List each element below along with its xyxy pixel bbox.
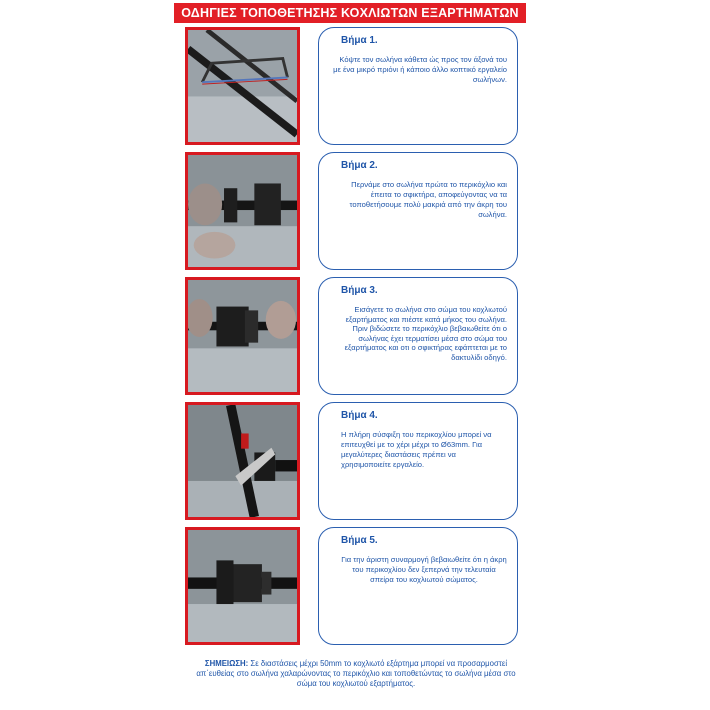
step-1-label: Βήμα 1. [341, 35, 378, 46]
step-3-photo [185, 277, 300, 395]
step-2-text: Περνάμε στο σωλήνα πρώτα το περικόχλιο και έπειτα το σφικτήρα, αποφεύγοντας να τα τοποθετήσουμε πολύ μακριά από την άκρη του σωλήνα. [349, 180, 507, 219]
step-4-text: Η πλήρη σύσφιξη του περικοχλίου μπορεί να επιτευχθεί με το χέρι μέχρι το Ø63mm. Για μεγαλύτερες διαστάσεις πρέπει να χρησιμοποιείτε εργαλείο. [341, 430, 492, 469]
step-1-card [318, 27, 518, 145]
step-4-label: Βήμα 4. [341, 410, 378, 421]
step-3-card [318, 277, 518, 395]
step-3-label: Βήμα 3. [341, 285, 378, 296]
step-4-card [318, 402, 518, 520]
step-2-photo [185, 152, 300, 270]
step-5-photo [185, 527, 300, 645]
note-text: Σε διαστάσεις μέχρι 50mm το κοχλιωτό εξάρτημα μπορεί να προσαρμοστεί απ΄ευθείας στο σωλήνα χαλαρώνοντας το περικόχλιο και τοποθετώντας το σωλήνα μέσα στο σώμα του κοχλιωτού εξαρτήματος. [196, 659, 516, 688]
step-2-card [318, 152, 518, 270]
step-5-text: Για την άριστη συναρμογή βεβαιωθείτε ότι η άκρη του περικοχλίου δεν ξεπερνά την τελευταία σπείρα του κοχλιωτού σώματος. [341, 555, 507, 584]
step-1-text: Κόψτε τον σωλήνα κάθετα ώς προς τον άξονά του με ένα μικρό πριόνι ή κάποιο άλλο κοπτικό εργαλείο σωλήνων. [333, 55, 507, 84]
step-2-label: Βήμα 2. [341, 160, 378, 171]
step-5-label: Βήμα 5. [341, 535, 378, 546]
page-title: ΟΔΗΓΙΕΣ ΤΟΠΟΘΕΤΗΣΗΣ ΚΟΧΛΙΩΤΩΝ ΕΞΑΡΤΗΜΑΤΩΝ [174, 3, 526, 23]
note [186, 659, 526, 689]
step-1-photo [185, 27, 300, 145]
step-3-text: Εισάγετε το σωλήνα στο σώμα του κοχλιωτού εξαρτήματος και πιέστε κατά μήκος του σωλήνα. Πριν βιδώσετε το περικόχλιο βεβαιωθείτε ότι ο σωλήνας έχει τερματίσει μέσα στο σώμα του εξαρτήματος και οτι ο σφικτήρας εφάπτεται με το δακτυλίδι οδηγό. [344, 305, 507, 362]
step-4-photo [185, 402, 300, 520]
step-5-card [318, 527, 518, 645]
note-label: ΣΗΜΕΙΩΣΗ: [204, 659, 249, 668]
